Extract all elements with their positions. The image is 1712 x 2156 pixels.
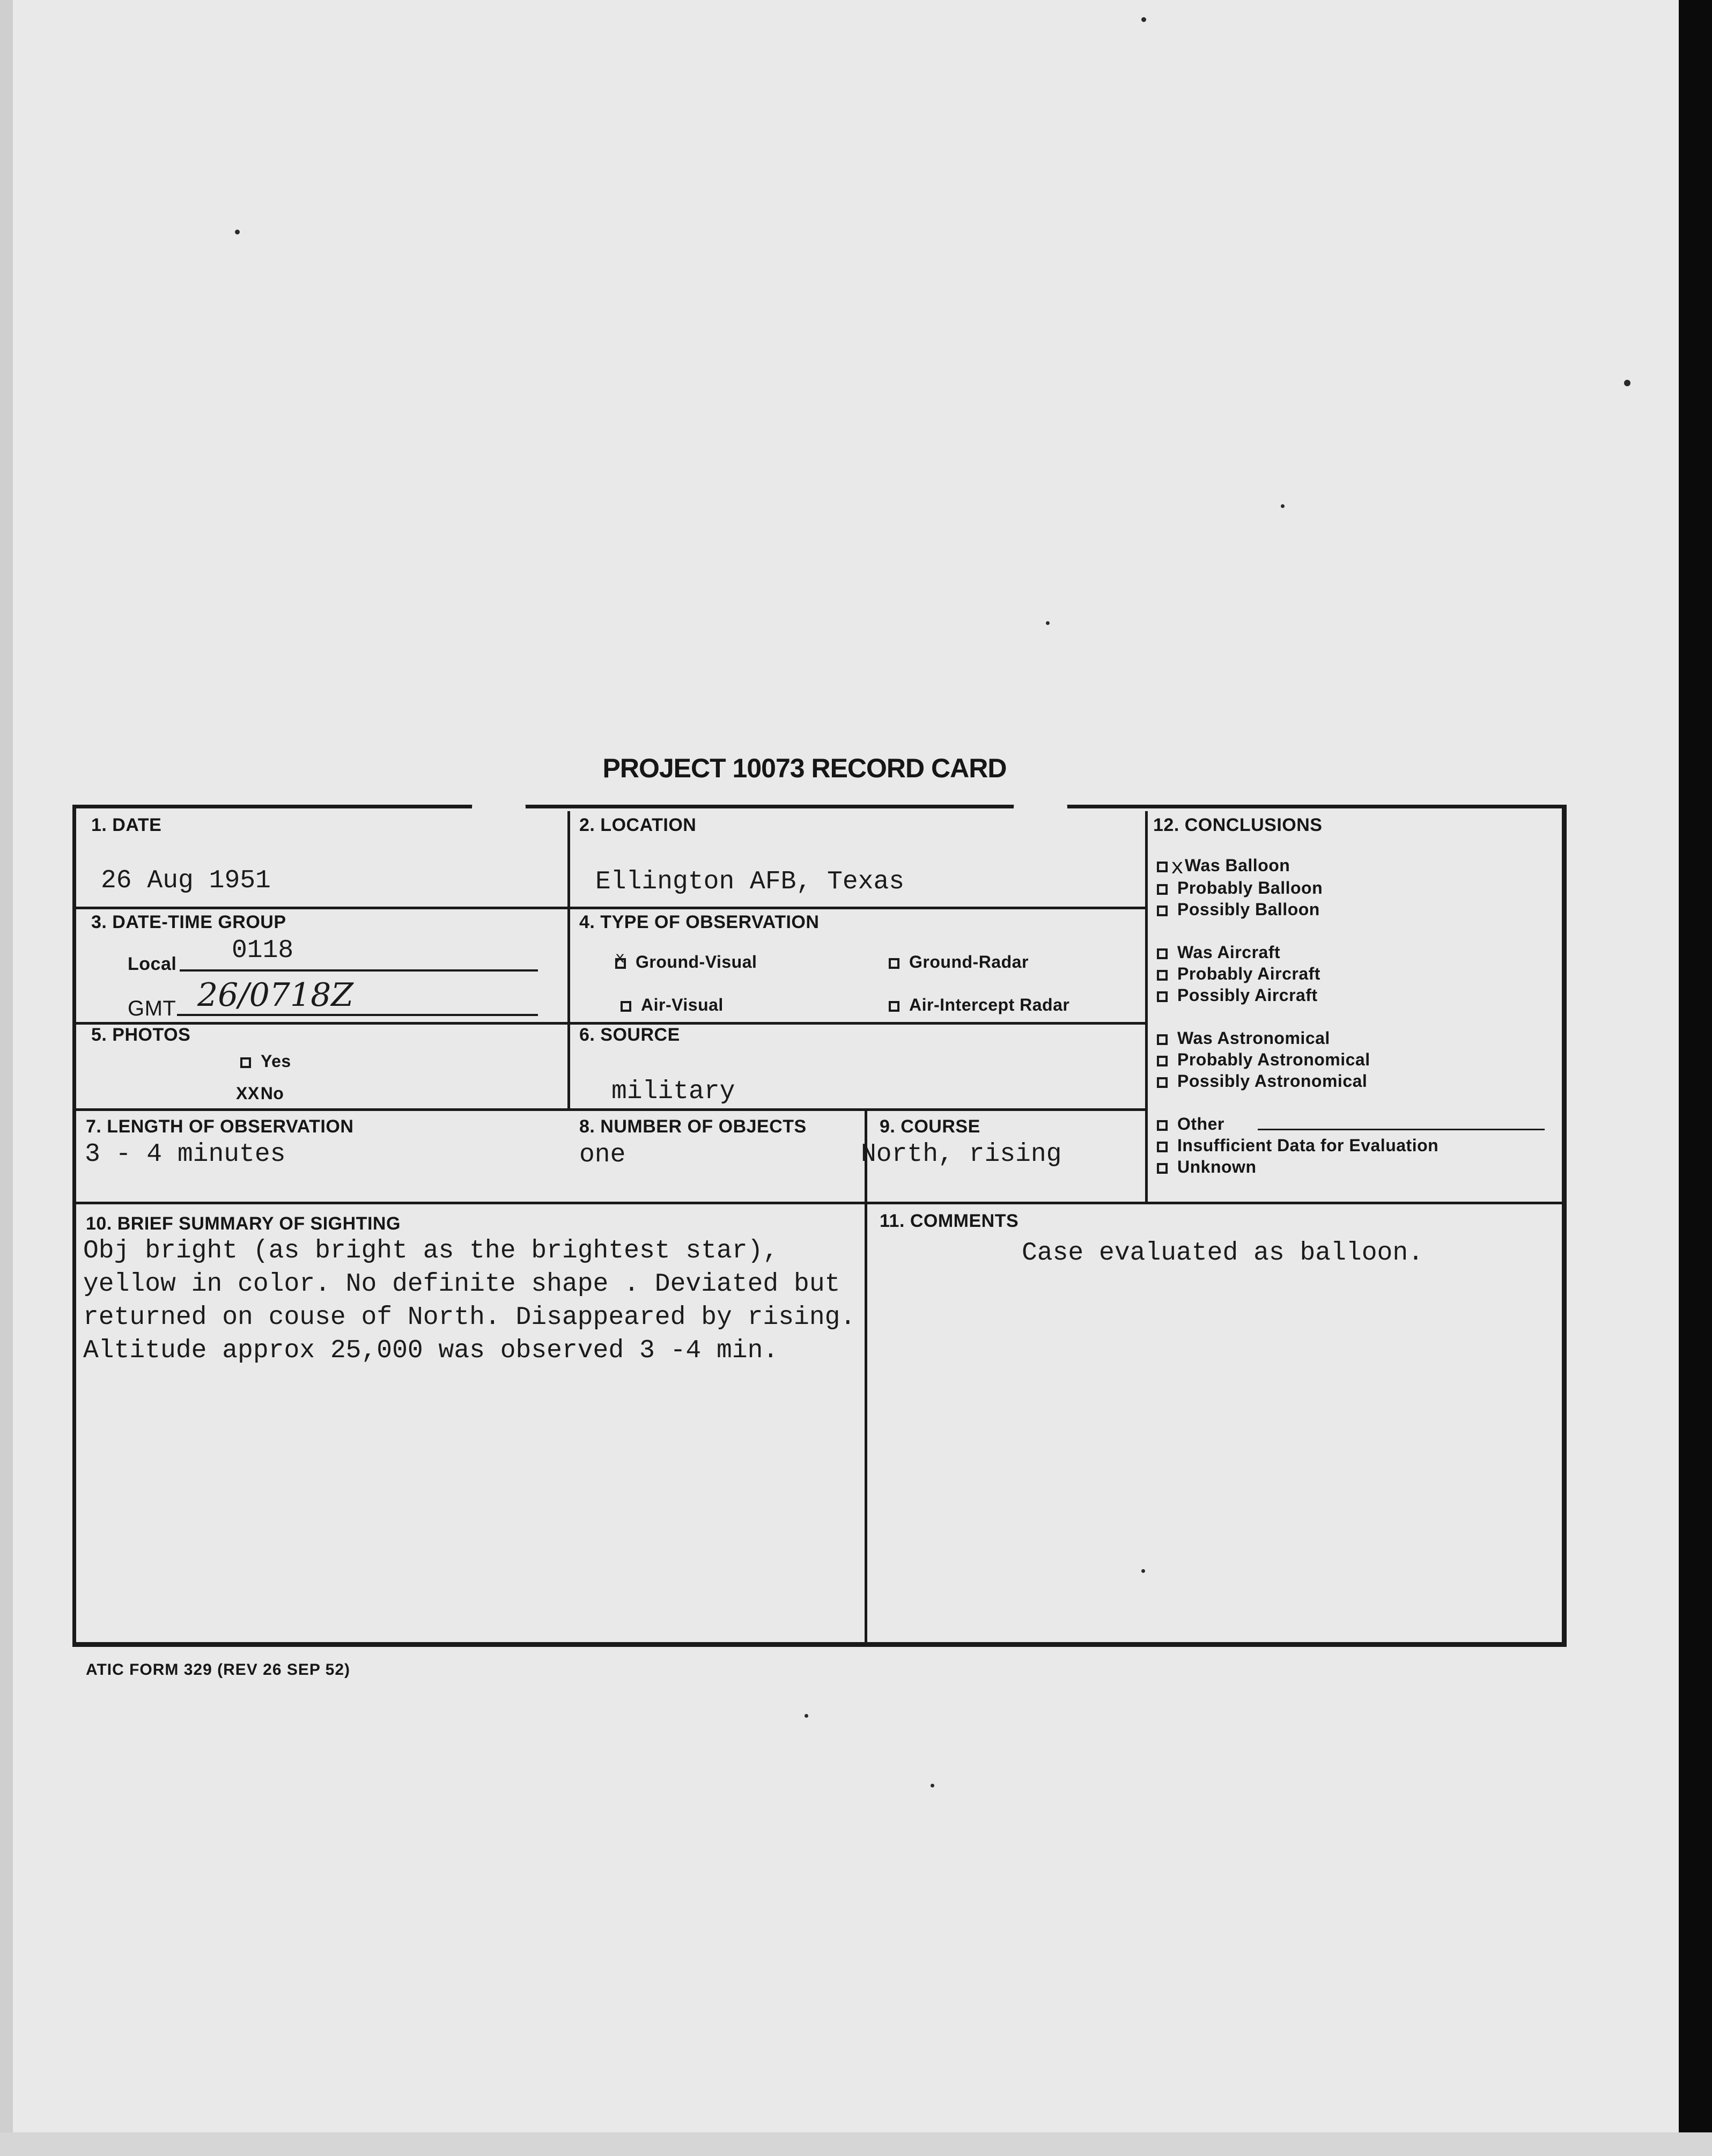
dtg-gmt-line (177, 1014, 538, 1016)
conclusion-label: Insufficient Data for Evaluation (1177, 1136, 1439, 1155)
conclusion-item (1157, 1071, 1367, 1091)
air-visual-label: Air-Visual (641, 995, 724, 1014)
row-rule-4 (74, 1202, 1564, 1204)
length-label: 7. LENGTH OF OBSERVATION (86, 1116, 354, 1137)
checkbox (1157, 1163, 1168, 1174)
conclusion-item (1157, 964, 1320, 984)
ground-radar-label: Ground-Radar (909, 952, 1029, 972)
col-rule-3 (865, 1108, 867, 1642)
option-photos-no (236, 1084, 284, 1103)
conclusion-item (1157, 878, 1323, 898)
conclusion-label: Probably Aircraft (1177, 964, 1320, 983)
dtg-local-label: Local (128, 954, 177, 974)
conclusion-checked-mark: x (1171, 856, 1184, 880)
ground-visual-mark: x (615, 949, 625, 968)
comments-label: 11. COMMENTS (880, 1211, 1019, 1231)
location-label: 2. LOCATION (579, 815, 697, 835)
summary-line: Obj bright (as bright as the brightest star), (83, 1237, 779, 1265)
conclusion-item (1157, 985, 1318, 1005)
dtg-local-line (180, 969, 538, 972)
form-footer: ATIC FORM 329 (REV 26 SEP 52) (86, 1661, 351, 1679)
conclusion-label: Possibly Astronomical (1177, 1071, 1368, 1091)
objects-label: 8. NUMBER OF OBJECTS (579, 1116, 807, 1137)
row-rule-1 (74, 907, 1145, 909)
checkbox (1157, 1034, 1168, 1045)
conclusion-item (1157, 900, 1320, 919)
checkbox-photos-yes (240, 1057, 251, 1068)
date-value: 26 Aug 1951 (101, 866, 271, 895)
air-intercept-radar-label: Air-Intercept Radar (909, 995, 1070, 1014)
checkbox (1157, 1142, 1168, 1152)
location-value: Ellington AFB, Texas (595, 867, 905, 896)
checkbox (1157, 856, 1184, 880)
source-value: military (611, 1077, 735, 1106)
summary-label: 10. BRIEF SUMMARY OF SIGHTING (86, 1213, 401, 1234)
source-label: 6. SOURCE (579, 1025, 680, 1045)
conclusion-label: Probably Astronomical (1177, 1050, 1370, 1069)
film-edge-left (0, 0, 13, 2156)
conclusion-item (1157, 1114, 1224, 1134)
conclusion-item (1157, 1157, 1256, 1177)
conclusion-label: Other (1177, 1114, 1224, 1134)
option-ground-visual (615, 949, 757, 972)
checkbox (1157, 884, 1168, 895)
conclusion-label: Possibly Aircraft (1177, 985, 1318, 1005)
checkbox-air-intercept-radar (889, 1001, 899, 1012)
dust-speck (805, 1714, 808, 1718)
row-rule-3 (74, 1108, 1145, 1111)
punch-hole-left (472, 786, 526, 828)
photos-yes-label: Yes (261, 1051, 291, 1071)
dtg-gmt-label: GMT (128, 997, 176, 1020)
conclusion-item (1157, 943, 1280, 962)
option-air-visual (621, 995, 724, 1015)
summary-line: yellow in color. No definite shape . Deviated but (83, 1270, 840, 1299)
conclusion-label: Possibly Balloon (1177, 900, 1320, 919)
dust-speck (1046, 621, 1050, 625)
conclusion-label: Was Balloon (1185, 856, 1290, 875)
option-air-intercept-radar (889, 995, 1069, 1015)
conclusion-item (1157, 1028, 1330, 1048)
checkbox (1157, 948, 1168, 959)
photos-no-mark: XX (236, 1084, 260, 1103)
comments-value: Case evaluated as balloon. (1022, 1239, 1423, 1268)
dust-speck (235, 230, 240, 234)
date-label: 1. DATE (91, 815, 162, 835)
objects-value: one (579, 1140, 626, 1169)
dust-speck (931, 1784, 934, 1787)
checkbox-ground-visual (615, 949, 626, 969)
conclusion-item (1157, 1050, 1370, 1070)
photos-no-label: No (260, 1084, 284, 1103)
ground-visual-label: Ground-Visual (636, 952, 757, 972)
card-title: PROJECT 10073 RECORD CARD (602, 753, 1007, 783)
summary-line: returned on couse of North. Disappeared by rising. (83, 1303, 856, 1332)
dtg-local-value: 0118 (232, 936, 294, 965)
checkbox (1157, 1056, 1168, 1066)
length-value: 3 - 4 minutes (85, 1140, 286, 1169)
checkbox (1157, 1120, 1168, 1131)
dust-speck (1281, 504, 1285, 508)
checkbox-ground-radar (889, 958, 899, 969)
summary-line: Altitude approx 25,000 was observed 3 -4 min. (83, 1336, 779, 1365)
dust-speck (1624, 380, 1630, 386)
col-rule-2 (1145, 811, 1148, 1202)
checkbox (1157, 1077, 1168, 1088)
course-label: 9. COURSE (880, 1116, 980, 1137)
col-rule-1 (567, 811, 570, 1108)
dtg-gmt-value: 26/0718Z (197, 976, 353, 1014)
conclusion-label: Unknown (1177, 1157, 1257, 1176)
checkbox (1157, 991, 1168, 1002)
option-photos-yes (240, 1051, 291, 1071)
conclusion-item (1157, 1136, 1438, 1156)
checkbox-air-visual (621, 1001, 631, 1012)
other-line (1258, 1129, 1545, 1130)
conclusion-label: Was Aircraft (1177, 943, 1281, 962)
conclusion-label: Probably Balloon (1177, 878, 1323, 897)
film-edge-bottom (0, 2132, 1712, 2156)
film-edge-right (1679, 0, 1712, 2156)
photos-label: 5. PHOTOS (91, 1025, 191, 1045)
punch-hole-right (1014, 786, 1067, 828)
dust-speck (1141, 17, 1146, 22)
checkbox (1157, 970, 1168, 981)
conclusion-item (1157, 856, 1290, 880)
observation-type-label: 4. TYPE OF OBSERVATION (579, 912, 820, 932)
conclusions-label: 12. CONCLUSIONS (1153, 815, 1323, 835)
checkbox (1157, 906, 1168, 916)
option-ground-radar (889, 952, 1029, 972)
conclusion-label: Was Astronomical (1177, 1028, 1330, 1048)
course-value: North, rising (861, 1140, 1062, 1169)
dtg-label: 3. DATE-TIME GROUP (91, 912, 286, 932)
